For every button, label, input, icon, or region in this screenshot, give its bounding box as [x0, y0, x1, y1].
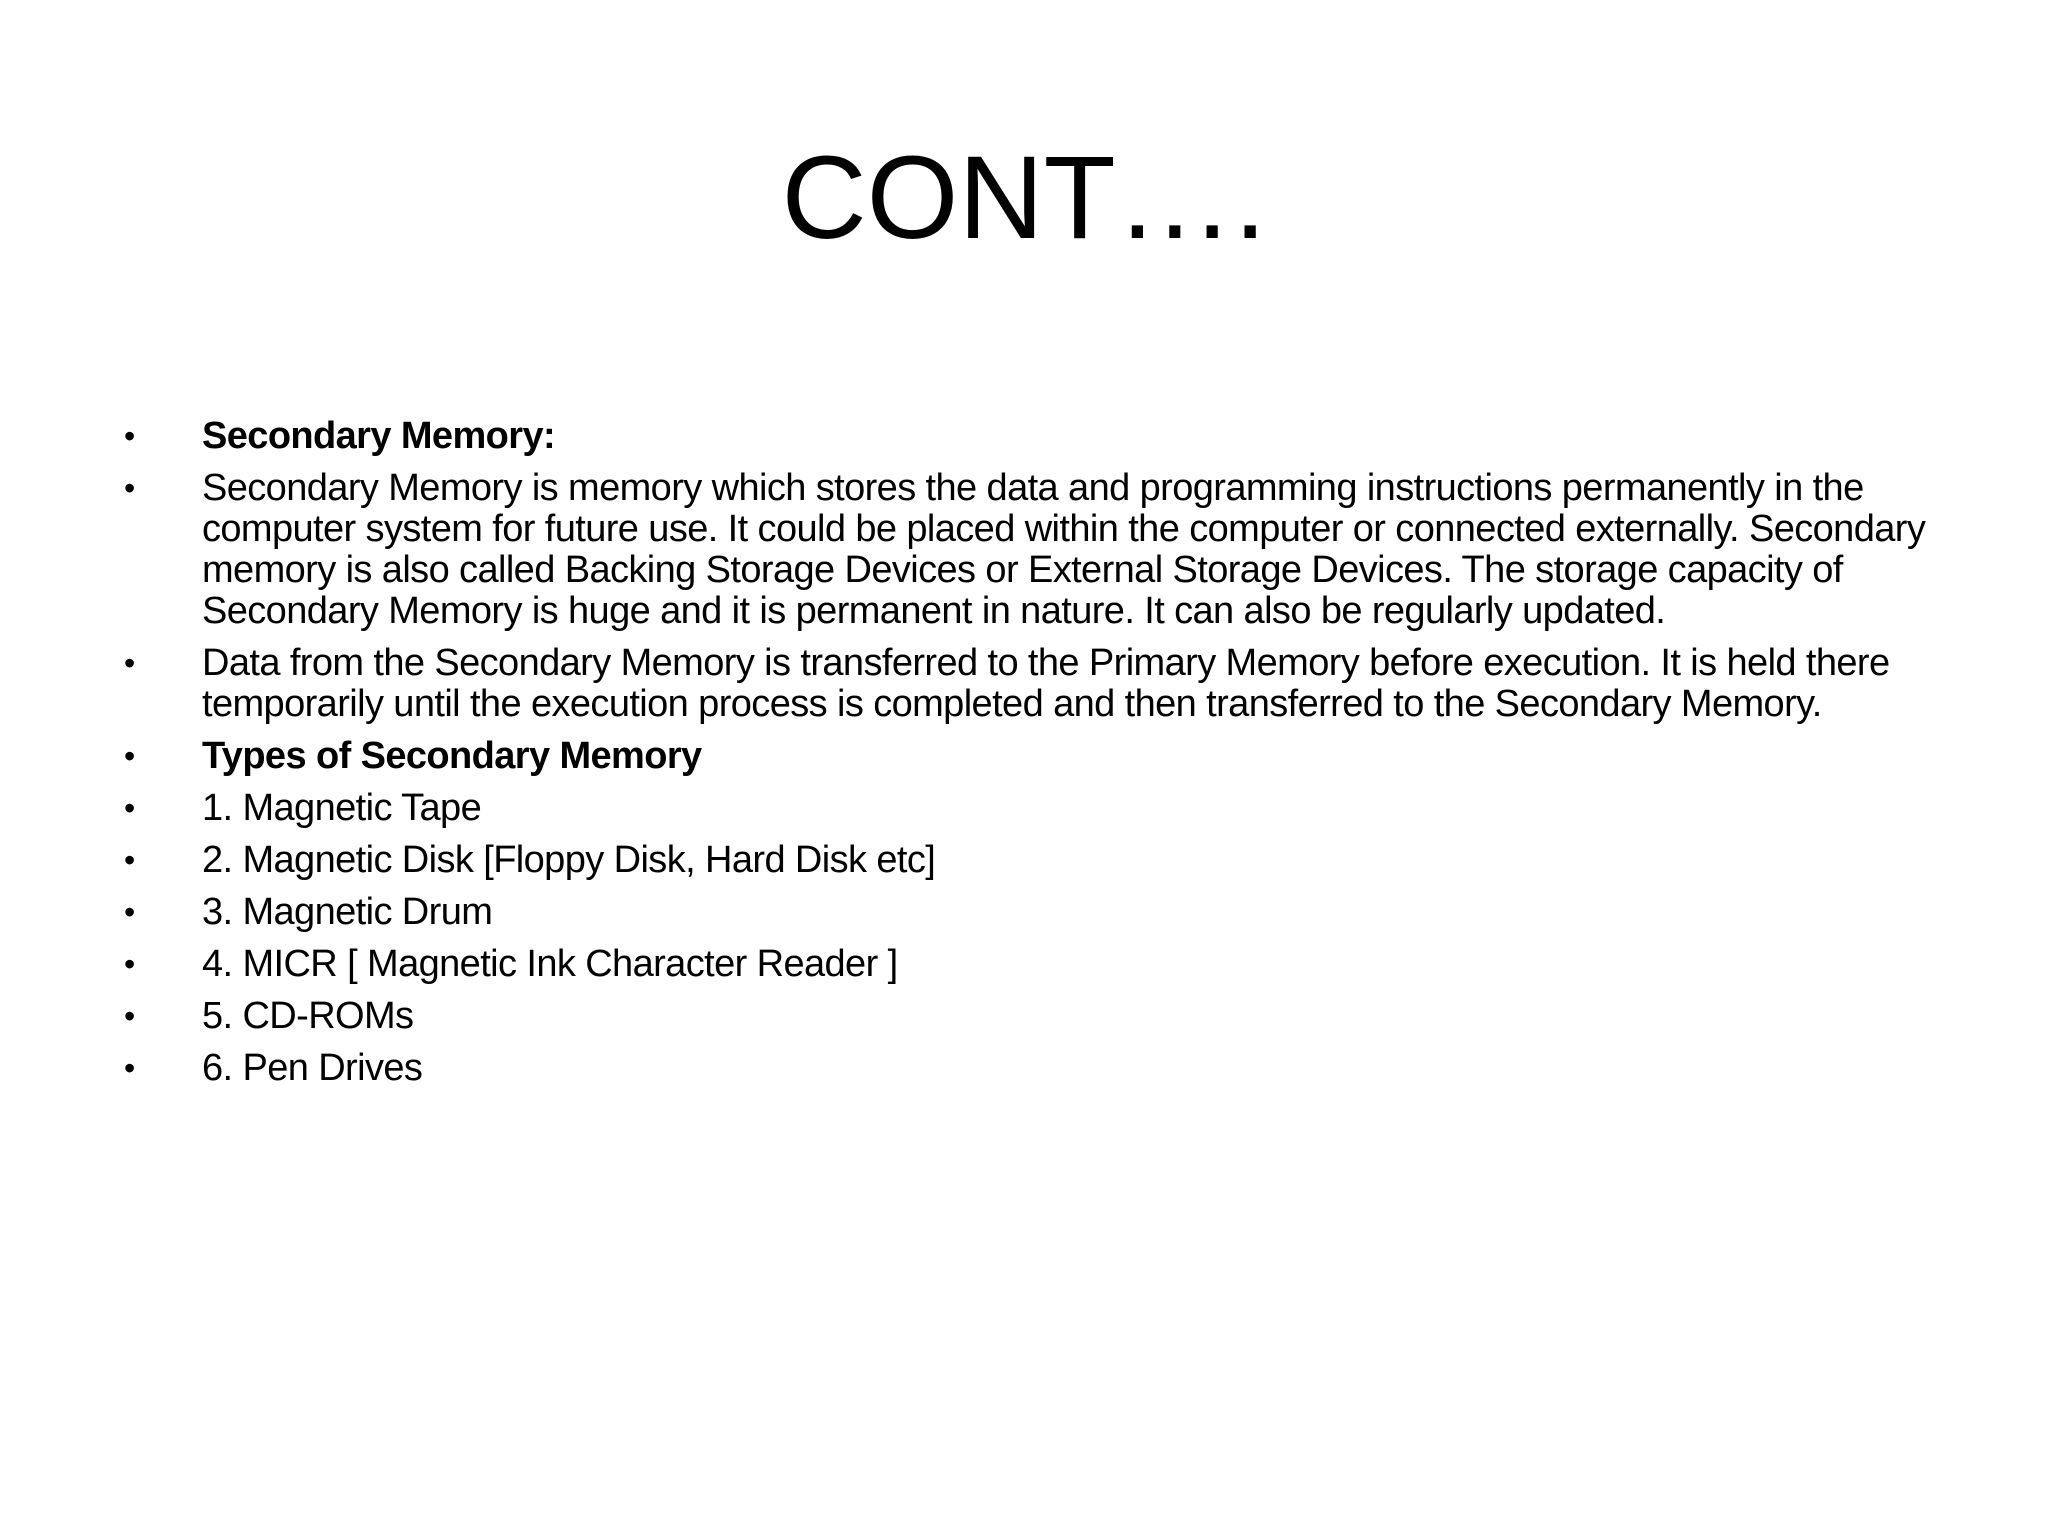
list-item [120, 788, 1950, 829]
bullet-icon: • [124, 894, 136, 930]
list-item [120, 468, 1950, 632]
secondary-memory-heading: Secondary Memory: [202, 415, 556, 457]
bullet-icon: • [124, 645, 136, 681]
type-pen-drives: 6. Pen Drives [202, 1047, 423, 1089]
secondary-memory-definition: Secondary Memory is memory which stores the data and programming instructions permanently in the computer system for future use. It could be placed within the computer or connected externally. Secondary memory is also called Backing Storage Devices or External Storage Devices. The storage capacity of Secondary Memory is huge and it is permanent in nature. It can also be regularly updated. [202, 467, 1926, 632]
bullet-icon: • [124, 738, 136, 774]
type-cd-roms: 5. CD-ROMs [202, 995, 414, 1037]
list-item [120, 416, 1950, 457]
bullet-icon: • [124, 842, 136, 878]
bullet-icon: • [124, 946, 136, 982]
bullet-icon: • [124, 998, 136, 1034]
type-magnetic-tape: 1. Magnetic Tape [202, 787, 482, 829]
list-item [120, 1048, 1950, 1089]
list-item [120, 840, 1950, 881]
type-magnetic-drum: 3. Magnetic Drum [202, 891, 493, 933]
type-micr: 4. MICR [ Magnetic Ink Character Reader ] [202, 943, 898, 985]
types-heading: Types of Secondary Memory [202, 735, 702, 777]
bullet-list [120, 416, 1950, 1100]
slide-title: CONT…. [781, 132, 1267, 264]
data-transfer-description: Data from the Secondary Memory is transferred to the Primary Memory before execution. It is held there temporarily until the execution process is completed and then transferred to the Secondary Memory. [202, 642, 1890, 725]
bullet-icon: • [124, 1050, 136, 1086]
list-item [120, 944, 1950, 985]
bullet-icon: • [124, 418, 136, 454]
list-item [120, 996, 1950, 1037]
bullet-icon: • [124, 790, 136, 826]
list-item [120, 643, 1950, 725]
list-item [120, 736, 1950, 777]
type-magnetic-disk: 2. Magnetic Disk [Floppy Disk, Hard Disk etc] [202, 839, 936, 881]
list-item [120, 892, 1950, 933]
bullet-icon: • [124, 470, 136, 506]
